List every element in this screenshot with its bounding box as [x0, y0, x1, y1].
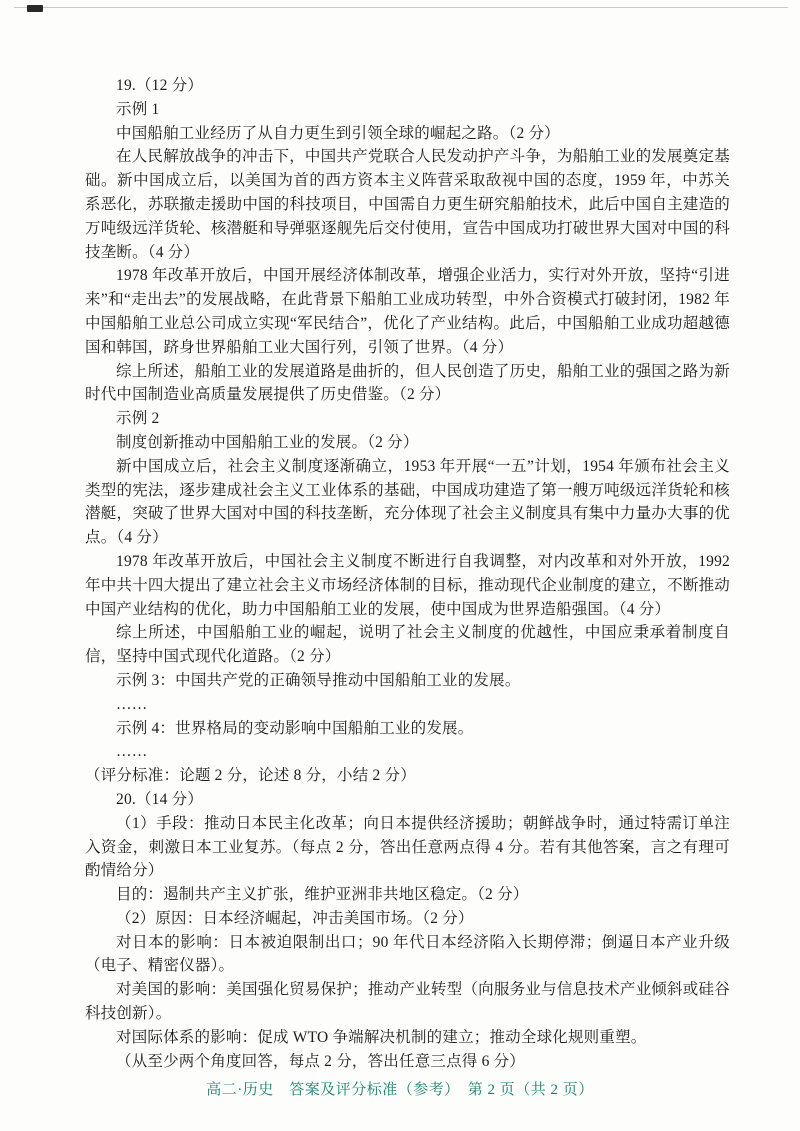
- paragraph: 在人民解放战争的冲击下，中国共产党联合人民发动护产斗争，为船舶工业的发展奠定基础。新中国成立后，以美国为首的西方资本主义阵营采取敌视中国的态度，1959 年，中苏关系恶化，苏联撤走援助中国的科技项目，中国需自力更生研究船舶技术，此后中国自主建造的万吨级远洋货轮、核潜艇和导弹驱逐舰先后交付使用，宣告中国成功打破世界大国对中国的科技垄断。（4 分）: [85, 148, 730, 261]
- paragraph: 新中国成立后，社会主义制度逐渐确立，1953 年开展“一五”计划，1954 年颁布社会主义类型的宪法，逐步建成社会主义工业体系的基础，中国成功建造了第一艘万吨级远洋货轮和核潜艇，突破了世界大国对中国的科技垄断，充分体现了社会主义制度具有集中力量办大事的优点。（4 分）: [85, 457, 730, 547]
- scan-artifact-mark: [27, 5, 43, 12]
- paragraph: 对国际体系的影响：促成 WTO 争端解决机制的建立；推动全球化规则重塑。: [116, 1028, 647, 1046]
- paragraph: 制度创新推动中国船舶工业的发展。（2 分）: [116, 433, 419, 451]
- scan-edge-line: [14, 7, 788, 8]
- paragraph: 中国船舶工业经历了从自力更生到引领全球的崛起之路。（2 分）: [116, 124, 560, 142]
- paragraph: 对日本的影响：日本被迫限制出口；90 年代日本经济陷入长期停滞；倒逼日本产业升级（电子、精密仪器）。: [85, 933, 730, 975]
- paragraph: （评分标准：论题 2 分，论述 8 分，小结 2 分）: [85, 767, 416, 785]
- document-body: [85, 74, 730, 1073]
- paragraph: 对美国的影响：美国强化贸易保护；推动产业转型（向服务业与信息技术产业倾斜或硅谷科技创新）。: [85, 981, 730, 1023]
- paragraph: （1）手段：推动日本民主化改革；向日本提供经济援助；朝鲜战争时，通过特需订单注入资金，刺激日本工业复苏。（每点 2 分，答出任意两点得 4 分。若有其他答案，言之有理可酌情给分）: [85, 814, 730, 880]
- paragraph: 示例 1: [116, 100, 160, 118]
- paragraph: 20.（14 分）: [116, 790, 204, 808]
- paragraph: 示例 3：中国共产党的正确领导推动中国船舶工业的发展。: [116, 671, 521, 689]
- paragraph: 综上所述，中国船舶工业的崛起，说明了社会主义制度的优越性，中国应秉承着制度自信，坚持中国式现代化道路。（2 分）: [85, 624, 730, 666]
- paragraph: 19.（12 分）: [116, 77, 204, 94]
- paragraph: 1978 年改革开放后，中国社会主义制度不断进行自我调整，对内改革和对外开放，1992 年中共十四大提出了建立社会主义市场经济体制的目标，推动现代企业制度的建立，不断推动中国产业结构的优化，助力中国船舶工业的发展，使中国成为世界造船强国。（4 分）: [85, 552, 730, 618]
- paragraph: 示例 2: [116, 410, 160, 428]
- page-footer: 高二·历史 答案及评分标准（参考） 第 2 页（共 2 页）: [206, 1082, 594, 1098]
- paragraph: ……: [116, 743, 148, 761]
- paragraph: 目的：遏制共产主义扩张，维护亚洲非共地区稳定。（2 分）: [116, 886, 529, 904]
- paragraph: （2）原因：日本经济崛起，冲击美国市场。（2 分）: [116, 909, 474, 927]
- paragraph: 示例 4：世界格局的变动影响中国船舶工业的发展。: [116, 719, 474, 737]
- paragraph: ……: [116, 695, 148, 713]
- paragraph: 综上所述，船舶工业的发展道路是曲折的，但人民创造了历史，船舶工业的强国之路为新时代中国制造业高质量发展提供了历史借鉴。（2 分）: [85, 362, 730, 404]
- paragraph: （从至少两个角度回答，每点 2 分，答出任意三点得 6 分）: [116, 1052, 526, 1070]
- paragraph: 1978 年改革开放后，中国开展经济体制改革，增强企业活力，实行对外开放，坚持“引进来”和“走出去”的发展战略，在此背景下船舶工业成功转型，中外合资模式打破封闭，1982 年中国船舶工业总公司成立实现“军民结合”，优化了产业结构。此后，中国船舶工业成功超越德国和韩国，跻身世界船舶工业大国行列，引领了世界。（4 分）: [85, 267, 730, 356]
